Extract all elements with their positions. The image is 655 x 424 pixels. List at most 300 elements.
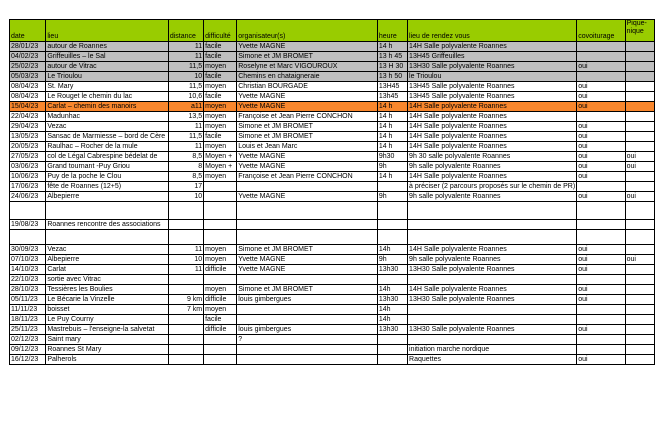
cell-date: 09/12/23	[10, 345, 46, 355]
table-row	[10, 255, 655, 265]
cell-distance: 11,5	[168, 62, 203, 72]
cell-date: 15/04/23	[10, 102, 46, 112]
cell-organisateur	[237, 355, 378, 365]
cell-heure: 13 h 45	[377, 52, 407, 62]
cell-lieu: Albepierre	[46, 192, 169, 202]
cell-pique-nique	[625, 42, 654, 52]
cell-organisateur: Yvette MAGNE	[237, 152, 378, 162]
cell-difficulte: facile	[204, 132, 237, 142]
cell-covoiturage	[577, 230, 625, 245]
header-date: date	[10, 20, 46, 42]
cell-covoiturage	[577, 52, 625, 62]
cell-heure: 13 H 30	[377, 62, 407, 72]
table-row	[10, 112, 655, 122]
cell-rendez-vous: 13H30 Salle polyvalente Roannes	[408, 265, 577, 275]
cell-difficulte: facile	[204, 72, 237, 82]
cell-covoiturage: oui	[577, 192, 625, 202]
cell-difficulte	[204, 345, 237, 355]
cell-pique-nique	[625, 122, 654, 132]
cell-organisateur	[237, 202, 378, 220]
cell-difficulte: difficile	[204, 295, 237, 305]
cell-distance	[168, 275, 203, 285]
cell-lieu: Le Puy Courny	[46, 315, 169, 325]
cell-date: 24/06/23	[10, 192, 46, 202]
cell-distance	[168, 202, 203, 220]
table-row	[10, 42, 655, 52]
cell-organisateur	[237, 182, 378, 192]
table-row	[10, 152, 655, 162]
cell-pique-nique	[625, 132, 654, 142]
cell-rendez-vous	[408, 202, 577, 220]
cell-date: 14/10/23	[10, 265, 46, 275]
cell-date: 30/09/23	[10, 245, 46, 255]
cell-lieu: Griffeuilles – le Sal	[46, 52, 169, 62]
cell-date: 20/05/23	[10, 142, 46, 152]
cell-distance: 10	[168, 72, 203, 82]
table-row	[10, 52, 655, 62]
cell-pique-nique	[625, 52, 654, 62]
cell-lieu: Roannes St Mary	[46, 345, 169, 355]
cell-covoiturage: oui	[577, 255, 625, 265]
cell-rendez-vous: 13H45 Griffeuilles	[408, 52, 577, 62]
cell-covoiturage: oui	[577, 245, 625, 255]
table-row	[10, 132, 655, 142]
cell-pique-nique	[625, 92, 654, 102]
header-covoiturage: covoiturage	[577, 20, 625, 42]
cell-rendez-vous: 9h 30 salle polyvalente Roannes	[408, 152, 577, 162]
header-organisateur: organisateur(s)	[237, 20, 378, 42]
cell-lieu	[46, 230, 169, 245]
cell-heure: 14 h	[377, 112, 407, 122]
table-row	[10, 72, 655, 82]
cell-rendez-vous: 14H Salle polyvalente Roannes	[408, 285, 577, 295]
cell-date: 22/04/23	[10, 112, 46, 122]
cell-date: 03/06/23	[10, 162, 46, 172]
cell-rendez-vous: 14H Salle polyvalente Roannes	[408, 122, 577, 132]
cell-organisateur: Yvette MAGNE	[237, 92, 378, 102]
cell-date: 04/02/23	[10, 52, 46, 62]
cell-covoiturage: oui	[577, 265, 625, 275]
table-row	[10, 142, 655, 152]
table-row	[10, 335, 655, 345]
cell-rendez-vous: 14H Salle polyvalente Roannes	[408, 42, 577, 52]
cell-difficulte: moyen	[204, 172, 237, 182]
table-row	[10, 295, 655, 305]
cell-difficulte: facile	[204, 315, 237, 325]
cell-covoiturage: oui	[577, 92, 625, 102]
cell-rendez-vous	[408, 275, 577, 285]
cell-distance: 11	[168, 122, 203, 132]
cell-distance: 8,5	[168, 172, 203, 182]
cell-lieu: Grand tournant -Puy Griou	[46, 162, 169, 172]
cell-heure: 13h45	[377, 92, 407, 102]
cell-covoiturage: oui	[577, 295, 625, 305]
cell-heure: 9h30	[377, 152, 407, 162]
cell-pique-nique	[625, 325, 654, 335]
cell-heure: 9h	[377, 162, 407, 172]
cell-lieu: Madunhac	[46, 112, 169, 122]
cell-date: 19/08/23	[10, 220, 46, 230]
cell-rendez-vous: 9h salle polyvalente Roannes	[408, 192, 577, 202]
cell-distance: 11	[168, 42, 203, 52]
cell-date: 05/03/23	[10, 72, 46, 82]
cell-covoiturage: oui	[577, 152, 625, 162]
cell-pique-nique: oui	[625, 152, 654, 162]
cell-rendez-vous: à préciser (2 parcours proposés sur le chemin de PR)	[409, 183, 576, 190]
table-row	[10, 355, 655, 365]
cell-organisateur: Yvette MAGNE	[237, 192, 378, 202]
cell-covoiturage	[577, 42, 625, 52]
cell-heure: 14h	[377, 315, 407, 325]
cell-pique-nique	[625, 345, 654, 355]
cell-rendez-vous: initiation marche nordique	[408, 345, 577, 355]
cell-heure: 9h	[377, 192, 407, 202]
cell-distance	[168, 315, 203, 325]
cell-pique-nique	[625, 295, 654, 305]
cell-heure	[377, 202, 407, 220]
cell-distance: 9 km	[168, 295, 203, 305]
cell-rendez-vous: 14H Salle polyvalente Roannes	[408, 102, 577, 112]
cell-lieu: Sansac de Marmiesse – bord de Cère	[46, 132, 169, 142]
cell-covoiturage	[577, 202, 625, 220]
table-row	[10, 192, 655, 202]
table-row	[10, 102, 655, 112]
table-row	[10, 122, 655, 132]
cell-rendez-vous: 13H30 Salle polyvalente Roannes	[408, 62, 577, 72]
cell-distance: a11	[168, 102, 203, 112]
cell-heure: 14h	[377, 285, 407, 295]
cell-pique-nique	[625, 275, 654, 285]
cell-lieu: autour de Roannes	[46, 42, 169, 52]
cell-difficulte	[204, 355, 237, 365]
cell-distance: 17	[168, 182, 203, 192]
cell-covoiturage	[577, 112, 625, 122]
cell-rendez-vous: 9h salle polyvalente Roannes	[408, 255, 577, 265]
cell-heure: 14 h	[377, 102, 407, 112]
cell-distance: 11	[168, 52, 203, 62]
cell-distance	[168, 220, 203, 230]
cell-date: 08/04/23	[10, 92, 46, 102]
cell-difficulte: moyen	[204, 142, 237, 152]
cell-heure: 13h30	[377, 295, 407, 305]
table-row	[10, 62, 655, 72]
cell-organisateur: Yvette MAGNE	[237, 255, 378, 265]
cell-organisateur	[237, 220, 378, 230]
cell-heure	[377, 182, 407, 192]
cell-lieu: Raulhac – Rocher de la mule	[46, 142, 169, 152]
cell-organisateur	[237, 315, 378, 325]
cell-difficulte: moyen	[204, 122, 237, 132]
cell-heure: 13h30	[377, 325, 407, 335]
cell-rendez-vous: 14H Salle polyvalente Roannes	[408, 245, 577, 255]
cell-organisateur	[237, 230, 378, 245]
cell-difficulte	[204, 182, 237, 192]
cell-distance: 11,5	[168, 82, 203, 92]
cell-covoiturage: oui	[577, 62, 625, 72]
cell-lieu: Le Trioulou	[46, 72, 169, 82]
header-difficulte: difficulté	[204, 20, 237, 42]
cell-organisateur: Yvette MAGNE	[237, 102, 378, 112]
cell-date: 10/06/23	[10, 172, 46, 182]
cell-difficulte: moyen	[204, 82, 237, 92]
cell-difficulte: difficile	[204, 265, 237, 275]
cell-organisateur: louis gimbergues	[237, 295, 378, 305]
cell-organisateur: ?	[237, 335, 378, 345]
cell-heure	[377, 345, 407, 355]
cell-rendez-vous: 14H Salle polyvalente Roannes	[408, 172, 577, 182]
cell-difficulte: difficile	[204, 325, 237, 335]
table-row	[10, 230, 655, 245]
cell-pique-nique	[625, 355, 654, 365]
cell-pique-nique	[625, 245, 654, 255]
table-row	[10, 305, 655, 315]
cell-heure: 13h30	[377, 265, 407, 275]
cell-lieu: Le Rouget le chemin du lac	[46, 92, 169, 102]
cell-organisateur: Simone et JM BROMET	[237, 245, 378, 255]
cell-organisateur: Yvette MAGNE	[237, 42, 378, 52]
cell-heure: 14 h	[377, 42, 407, 52]
cell-pique-nique	[625, 72, 654, 82]
cell-covoiturage: oui	[577, 162, 625, 172]
cell-pique-nique	[625, 202, 654, 220]
cell-difficulte: facile	[204, 42, 237, 52]
cell-lieu: Albepierre	[46, 255, 169, 265]
cell-distance	[168, 355, 203, 365]
cell-heure	[377, 355, 407, 365]
cell-lieu: sortie avec Vitrac	[46, 275, 169, 285]
cell-covoiturage: oui	[577, 172, 625, 182]
cell-heure: 14h	[377, 305, 407, 315]
table-row	[10, 245, 655, 255]
cell-pique-nique	[625, 230, 654, 245]
cell-pique-nique	[625, 220, 654, 230]
cell-distance: 7 km	[168, 305, 203, 315]
cell-difficulte: Moyen +	[204, 152, 237, 162]
cell-distance: 10	[168, 192, 203, 202]
cell-lieu: boisset	[46, 305, 169, 315]
cell-pique-nique: oui	[625, 255, 654, 265]
header-distance: distance	[168, 20, 203, 42]
cell-distance: 11	[168, 245, 203, 255]
cell-lieu: St. Mary	[46, 82, 169, 92]
cell-organisateur: Yvette MAGNE	[237, 162, 378, 172]
table-row	[10, 285, 655, 295]
cell-date: 13/05/23	[10, 132, 46, 142]
cell-date: 22/10/23	[10, 275, 46, 285]
cell-difficulte: moyen	[204, 285, 237, 295]
cell-distance	[168, 325, 203, 335]
cell-rendez-vous	[408, 220, 577, 230]
cell-organisateur: Françoise et Jean Pierre CONCHON	[237, 112, 378, 122]
cell-organisateur: Simone et JM BROMET	[237, 52, 378, 62]
cell-date: 11/11/23	[10, 305, 46, 315]
cell-lieu: Tessières les Boulies	[46, 285, 169, 295]
schedule-table	[9, 19, 655, 365]
cell-distance: 10,6	[168, 92, 203, 102]
cell-lieu: Saint mary	[46, 335, 169, 345]
cell-rendez-vous: 9h salle polyvalente Roannes	[408, 162, 577, 172]
cell-lieu: Vezac	[46, 122, 169, 132]
cell-rendez-vous: 13H30 Salle polyvalente Roannes	[408, 325, 577, 335]
cell-rendez-vous	[408, 335, 577, 345]
table-row	[10, 315, 655, 325]
cell-lieu: col de Légal Cabrespine bédelat de	[46, 152, 169, 162]
cell-heure	[377, 335, 407, 345]
cell-rendez-vous: 14H Salle polyvalente Roannes	[408, 112, 577, 122]
cell-covoiturage	[577, 72, 625, 82]
cell-pique-nique	[625, 82, 654, 92]
cell-distance: 10	[168, 255, 203, 265]
cell-difficulte: facile	[204, 92, 237, 102]
cell-difficulte: moyen	[204, 102, 237, 112]
cell-organisateur: Louis et Jean Marc	[237, 142, 378, 152]
table-row	[10, 182, 655, 192]
cell-difficulte	[204, 275, 237, 285]
table-row	[10, 325, 655, 335]
header-pique-nique: Pique-nique	[625, 20, 654, 42]
table-row	[10, 265, 655, 275]
cell-difficulte: facile	[204, 52, 237, 62]
cell-covoiturage: oui	[577, 325, 625, 335]
cell-covoiturage: oui	[577, 285, 625, 295]
cell-organisateur: Christian BOURGADE	[237, 82, 378, 92]
cell-distance: 8	[168, 162, 203, 172]
cell-heure: 13H45	[377, 82, 407, 92]
cell-date: 18/11/23	[10, 315, 46, 325]
cell-date: 08/04/23	[10, 82, 46, 92]
cell-covoiturage: oui	[577, 122, 625, 132]
cell-lieu: autour de Vitrac	[46, 62, 169, 72]
cell-difficulte	[204, 220, 237, 230]
table-row	[10, 82, 655, 92]
cell-difficulte	[204, 202, 237, 220]
table-row	[10, 202, 655, 220]
cell-difficulte: Moyen +	[204, 162, 237, 172]
header-heure: heure	[377, 20, 407, 42]
cell-distance: 13,5	[168, 112, 203, 122]
cell-rendez-vous: 13H45 Salle polyvalente Roannes	[408, 92, 577, 102]
cell-rendez-vous: le Trioulou	[408, 72, 577, 82]
cell-difficulte	[204, 335, 237, 345]
cell-distance: 11	[168, 265, 203, 275]
cell-date: 02/12/23	[10, 335, 46, 345]
cell-difficulte: moyen	[204, 305, 237, 315]
cell-lieu: Puy de la poche le Clou	[46, 172, 169, 182]
cell-pique-nique	[625, 142, 654, 152]
cell-pique-nique: oui	[625, 192, 654, 202]
cell-difficulte	[204, 230, 237, 245]
cell-distance	[168, 230, 203, 245]
cell-pique-nique	[625, 102, 654, 112]
cell-heure	[377, 275, 407, 285]
table-row	[10, 172, 655, 182]
cell-organisateur: Simone et JM BROMET	[237, 122, 378, 132]
cell-pique-nique	[625, 62, 654, 72]
cell-difficulte	[204, 192, 237, 202]
cell-organisateur: Roselyne et Marc VIGOUROUX	[237, 62, 378, 72]
cell-rendez-vous	[408, 230, 577, 245]
cell-organisateur: Chemins en chataigneraie	[237, 72, 378, 82]
header-row	[10, 20, 655, 42]
cell-organisateur	[237, 345, 378, 355]
cell-date: 16/12/23	[10, 355, 46, 365]
cell-heure: 14 h	[377, 122, 407, 132]
cell-rendez-vous: 13H45 Salle polyvalente Roannes	[408, 82, 577, 92]
cell-covoiturage	[577, 335, 625, 345]
cell-heure	[377, 220, 407, 230]
cell-difficulte: moyen	[204, 245, 237, 255]
cell-lieu: Carlat	[46, 265, 169, 275]
cell-date: 28/10/23	[10, 285, 46, 295]
header-lieu: lieu	[46, 20, 169, 42]
cell-distance	[168, 285, 203, 295]
cell-covoiturage: oui	[577, 142, 625, 152]
cell-date	[10, 230, 46, 245]
cell-lieu: Mastrebuis – l'enseigne-la salvetat	[46, 325, 169, 335]
cell-heure	[377, 230, 407, 245]
cell-rendez-vous: Raquettes	[408, 355, 577, 365]
table-row	[10, 162, 655, 172]
cell-rendez-vous	[408, 305, 577, 315]
cell-pique-nique	[625, 315, 654, 325]
cell-distance	[168, 345, 203, 355]
cell-rendez-vous: 14H Salle polyvalente Roannes	[408, 132, 577, 142]
cell-rendez-vous: 13H30 Salle polyvalente Roannes	[408, 295, 577, 305]
cell-pique-nique	[625, 265, 654, 275]
cell-rendez-vous: 14H Salle polyvalente Roannes	[408, 142, 577, 152]
cell-date: 27/05/23	[10, 152, 46, 162]
cell-pique-nique	[625, 305, 654, 315]
cell-covoiturage: oui	[577, 132, 625, 142]
cell-organisateur	[237, 305, 378, 315]
cell-heure: 14 h	[377, 142, 407, 152]
table-row	[10, 92, 655, 102]
cell-distance: 11,5	[168, 132, 203, 142]
cell-pique-nique	[625, 112, 654, 122]
cell-organisateur	[237, 275, 378, 285]
cell-date: 25/02/23	[10, 62, 46, 72]
cell-distance: 11	[168, 142, 203, 152]
cell-lieu	[46, 202, 169, 220]
cell-pique-nique	[625, 285, 654, 295]
cell-organisateur: Françoise et Jean Pierre CONCHON	[237, 172, 378, 182]
cell-difficulte: moyen	[204, 255, 237, 265]
cell-heure: 13 h 50	[377, 72, 407, 82]
cell-covoiturage	[577, 315, 625, 325]
cell-lieu: fête de Roannes (12+5)	[46, 182, 169, 192]
cell-covoiturage	[577, 182, 625, 192]
cell-date: 05/11/23	[10, 295, 46, 305]
cell-date: 29/04/23	[10, 122, 46, 132]
table-row	[10, 220, 655, 230]
cell-organisateur: Simone et JM BROMET	[237, 285, 378, 295]
cell-date: 07/10/23	[10, 255, 46, 265]
cell-covoiturage	[577, 305, 625, 315]
cell-date: 25/11/23	[10, 325, 46, 335]
cell-organisateur: louis gimbergues	[237, 325, 378, 335]
cell-covoiturage	[577, 220, 625, 230]
cell-rendez-vous	[408, 315, 577, 325]
cell-covoiturage: oui	[577, 102, 625, 112]
cell-heure: 14h	[377, 245, 407, 255]
cell-date: 17/06/23	[10, 182, 46, 192]
cell-difficulte: moyen	[204, 62, 237, 72]
table-row	[10, 275, 655, 285]
cell-organisateur: Simone et JM BROMET	[237, 132, 378, 142]
cell-covoiturage	[577, 275, 625, 285]
cell-lieu: Vezac	[46, 245, 169, 255]
cell-date	[10, 202, 46, 220]
